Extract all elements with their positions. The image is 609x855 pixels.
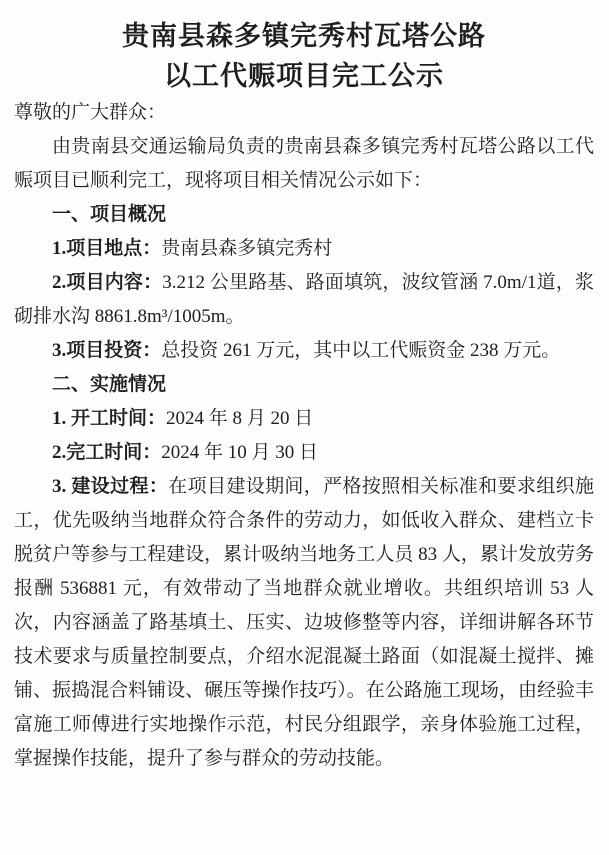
item-label-start-date: 1. 开工时间：	[52, 408, 167, 429]
item-text-start-date: 2024 年 8 月 20 日	[166, 408, 314, 429]
item-label-construction-process: 3. 建设过程：	[52, 476, 169, 497]
section-2-item-construction-process	[14, 470, 594, 776]
item-text-location: 贵南县森多镇完秀村	[161, 238, 333, 259]
item-text-investment: 总投资 261 万元，其中以工代赈资金 238 万元。	[161, 340, 561, 361]
item-text-content: 3.212 公里路基、路面填筑，波纹管涵 7.0m/1道，浆砌排水沟 8861.8m³/1005m。	[14, 272, 594, 327]
section-1-heading: 一、项目概况	[52, 204, 167, 225]
section-1-item-content	[14, 266, 594, 334]
item-label-finish-date: 2.完工时间：	[52, 442, 162, 463]
section-1-item-location	[14, 232, 594, 266]
item-text-finish-date: 2024 年 10 月 30 日	[161, 442, 319, 463]
document-title-line-1: 贵南县森多镇完秀村瓦塔公路	[122, 21, 486, 51]
intro-paragraph: 由贵南县交通运输局负责的贵南县森多镇完秀村瓦塔公路以工代赈项目已顺利完工，现将项目相关情况公示如下：	[14, 136, 594, 191]
item-label-content: 2.项目内容：	[52, 272, 163, 293]
item-text-construction-process: 在项目建设期间，严格按照相关标准和要求组织施工，优先吸纳当地群众符合条件的劳动力，如低收入群众、建档立卡脱贫户等参与工程建设，累计吸纳当地务工人员 83 人，累计发放劳务报酬 536881 元，有效带动了当地群众就业增收。共组织培训 53 人次，内容涵盖了路基填土、压实、边坡修整等内容，详细讲解各环节技术要求与质量控制要点，介绍水泥混凝土路面（如混凝土搅拌、摊铺、振捣混合料铺设、碾压等操作技巧）。在公路施工现场，由经验丰富施工师傅进行实地操作示范，村民分组跟学，亲身体验施工过程，掌握操作技能，提升了参与群众的劳动技能。	[14, 476, 594, 769]
item-label-location: 1.项目地点：	[52, 238, 162, 259]
section-1-item-investment	[14, 334, 594, 368]
document-title-line-2: 以工代赈项目完工公示	[164, 61, 444, 91]
section-2-item-finish-date	[14, 436, 594, 470]
salutation: 尊敬的广大群众：	[14, 102, 167, 123]
document-title	[14, 16, 594, 96]
item-label-investment: 3.项目投资：	[52, 340, 162, 361]
section-2-item-start-date	[14, 402, 594, 436]
section-2-heading: 二、实施情况	[52, 374, 167, 395]
